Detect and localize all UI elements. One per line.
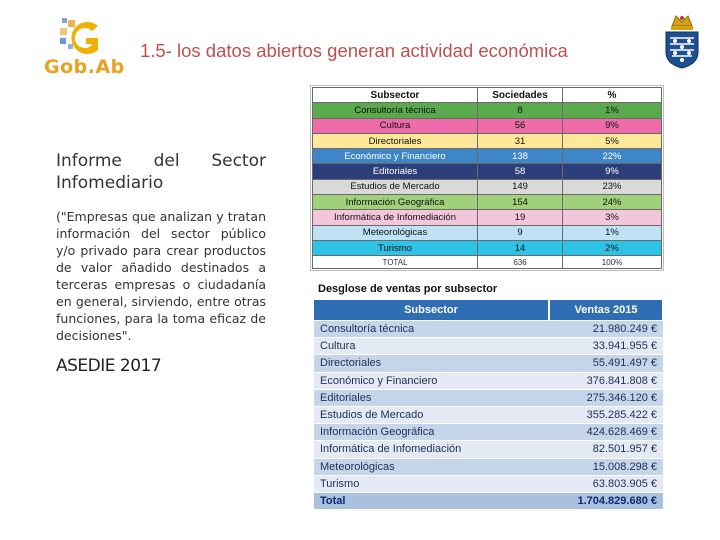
cell-ventas: 55.491.497 € — [549, 355, 663, 372]
cell-ventas: 275.346.120 € — [549, 389, 663, 406]
table2-row — [314, 372, 663, 389]
gobab-logo-icon — [58, 14, 104, 60]
cell-ventas: 376.841.808 € — [549, 372, 663, 389]
cell-subsector: Turismo — [314, 475, 549, 492]
header-subsector: Subsector — [313, 88, 478, 103]
cell-pct: 2% — [563, 240, 662, 255]
cell-ventas: 82.501.957 € — [549, 441, 663, 458]
cell-ventas: 21.980.249 € — [549, 321, 663, 338]
cell-sociedades: 56 — [478, 118, 563, 133]
table1-row — [313, 210, 662, 225]
table1-row — [313, 240, 662, 255]
cell-sociedades: 58 — [478, 164, 563, 179]
table1-row — [313, 179, 662, 194]
cell-sociedades: 31 — [478, 133, 563, 148]
cell-sociedades: 149 — [478, 179, 563, 194]
cell-subsector: Meteorológicas — [314, 458, 549, 475]
cell-pct: 1% — [563, 103, 662, 118]
cell-subsector: Turismo — [313, 240, 478, 255]
header-pct: % — [563, 88, 662, 103]
cell-ventas: 63.803.905 € — [549, 475, 663, 492]
table2-row — [314, 321, 663, 338]
table1-row — [313, 118, 662, 133]
cell-pct: 23% — [563, 179, 662, 194]
table1-row — [313, 133, 662, 148]
cell-subsector: Consultoría técnica — [314, 321, 549, 338]
sales-table — [314, 300, 664, 509]
logo-text: Gob.Ab — [44, 56, 125, 78]
cell-sociedades: 138 — [478, 149, 563, 164]
total-ventas: 1.704.829.680 € — [549, 492, 663, 509]
total-sociedades: 636 — [478, 256, 563, 269]
cell-ventas: 33.941.955 € — [549, 338, 663, 355]
cell-pct: 1% — [563, 225, 662, 240]
cell-pct: 5% — [563, 133, 662, 148]
table2-row — [314, 355, 663, 372]
cell-subsector: Información Geográfica — [314, 424, 549, 441]
cell-subsector: Consultoría técnica — [313, 103, 478, 118]
table1-row — [313, 103, 662, 118]
total-pct: 100% — [563, 256, 662, 269]
cell-subsector: Meteorológicas — [313, 225, 478, 240]
cell-subsector: Informática de Infomediación — [313, 210, 478, 225]
cell-subsector: Informática de Infomediación — [314, 441, 549, 458]
cell-pct: 3% — [563, 210, 662, 225]
cell-subsector: Editoriales — [314, 389, 549, 406]
table2-total-row — [314, 492, 663, 509]
cell-subsector: Directoriales — [313, 133, 478, 148]
slide-title: 1.5- los datos abiertos generan actividad económica — [140, 40, 568, 61]
table1-row — [313, 225, 662, 240]
cell-pct: 22% — [563, 149, 662, 164]
cell-subsector: Directoriales — [314, 355, 549, 372]
table1-row — [313, 195, 662, 210]
header-ventas: Ventas 2015 — [549, 300, 663, 321]
cell-sociedades: 14 — [478, 240, 563, 255]
gobab-logo — [44, 12, 134, 82]
table2-row — [314, 406, 663, 423]
cell-pct: 24% — [563, 195, 662, 210]
table1-row — [313, 164, 662, 179]
source-label: ASEDIE 2017 — [56, 356, 162, 376]
sales-table-title: Desglose de ventas por subsector — [318, 283, 498, 295]
table2-row — [314, 338, 663, 355]
table2-row — [314, 475, 663, 492]
coat-of-arms-icon — [660, 12, 704, 70]
cell-sociedades: 154 — [478, 195, 563, 210]
sociedades-table — [312, 87, 662, 269]
cell-ventas: 15.008.298 € — [549, 458, 663, 475]
table1-total-row — [313, 256, 662, 269]
table2-row — [314, 441, 663, 458]
total-label: Total — [314, 492, 549, 509]
cell-ventas: 355.285.422 € — [549, 406, 663, 423]
cell-subsector: Cultura — [313, 118, 478, 133]
cell-subsector: Económico y Financiero — [313, 149, 478, 164]
table1-row — [313, 149, 662, 164]
table2-row — [314, 458, 663, 475]
cell-sociedades: 8 — [478, 103, 563, 118]
report-heading-2: Infomediario — [56, 173, 164, 193]
header-subsector: Subsector — [314, 300, 549, 321]
cell-subsector: Estudios de Mercado — [313, 179, 478, 194]
table2-row — [314, 424, 663, 441]
cell-sociedades: 19 — [478, 210, 563, 225]
left-text-block — [56, 150, 266, 376]
table2-row — [314, 389, 663, 406]
cell-subsector: Cultura — [314, 338, 549, 355]
cell-pct: 9% — [563, 164, 662, 179]
cell-ventas: 424.628.469 € — [549, 424, 663, 441]
definition-quote: ("Empresas que analizan y tratan información del sector público y/o privado para crear productos de valor añadido destinados a terceras empresas o ciudadanía en general, sirviendo, entre otras funciones, para la toma eficaz de decisiones". — [56, 209, 266, 343]
cell-pct: 9% — [563, 118, 662, 133]
cell-subsector: Económico y Financiero — [314, 372, 549, 389]
cell-subsector: Estudios de Mercado — [314, 406, 549, 423]
total-label: TOTAL — [313, 256, 478, 269]
table2-header — [314, 300, 663, 321]
table1-header — [313, 88, 662, 103]
cell-subsector: Editoriales — [313, 164, 478, 179]
header-sociedades: Sociedades — [478, 88, 563, 103]
cell-sociedades: 9 — [478, 225, 563, 240]
report-heading: Informe del Sector — [56, 151, 266, 171]
cell-subsector: Información Geográfica — [313, 195, 478, 210]
